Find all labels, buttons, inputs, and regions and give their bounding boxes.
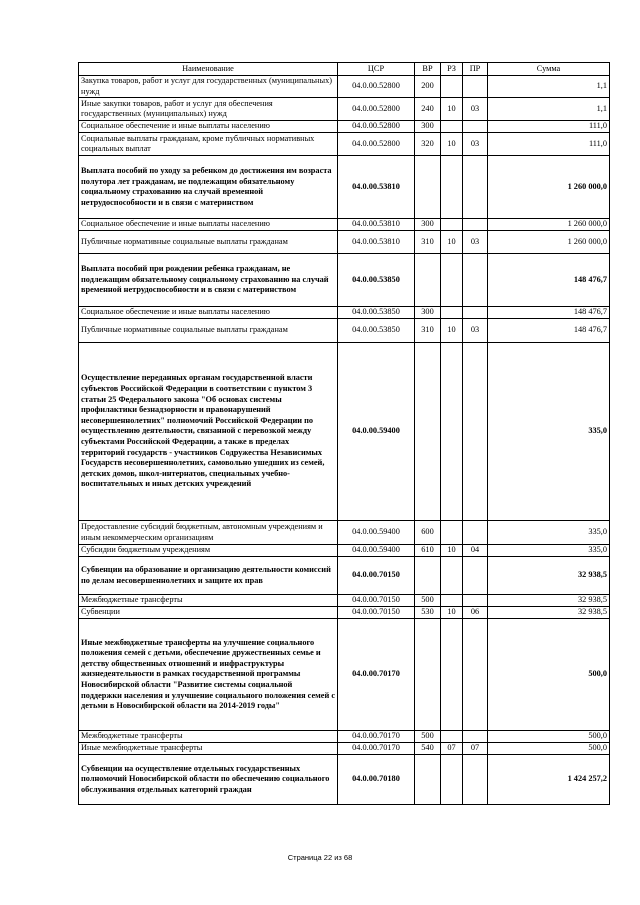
row-csr: 04.0.00.70150	[338, 607, 415, 619]
row-rz	[441, 156, 463, 219]
row-vr: 610	[415, 545, 441, 557]
row-vr: 600	[415, 521, 441, 545]
row-vr: 530	[415, 607, 441, 619]
row-csr: 04.0.00.52800	[338, 121, 415, 133]
row-sum: 148 476,7	[488, 307, 610, 319]
header-vr: ВР	[415, 63, 441, 76]
row-name: Социальное обеспечение и иные выплаты населению	[79, 121, 338, 133]
budget-table	[78, 62, 610, 805]
row-name: Выплата пособий при рождении ребенка гражданам, не подлежащим обязательному социальному страхованию на случай временной нетрудоспособности и в связи с материнством	[79, 254, 338, 307]
table-row	[79, 619, 610, 731]
row-pr	[463, 254, 488, 307]
table-row	[79, 521, 610, 545]
row-name: Выплата пособий по уходу за ребенком до достижения им возраста полутора лет гражданам, не подлежащим обязательному социальному страхованию на случай временной нетрудоспособности и в связи с материнством	[79, 156, 338, 219]
row-name: Межбюджетные трансферты	[79, 595, 338, 607]
row-pr: 03	[463, 98, 488, 121]
row-name: Предоставление субсидий бюджетным, автономным учреждениям и иным некоммерческим организациям	[79, 521, 338, 545]
table-row	[79, 231, 610, 254]
row-csr: 04.0.00.53850	[338, 307, 415, 319]
table-row	[79, 156, 610, 219]
row-rz	[441, 619, 463, 731]
row-name: Социальные выплаты гражданам, кроме публичных нормативных социальных выплат	[79, 133, 338, 156]
row-csr: 04.0.00.53850	[338, 254, 415, 307]
row-vr: 500	[415, 731, 441, 743]
row-pr	[463, 619, 488, 731]
row-name: Социальное обеспечение и иные выплаты населению	[79, 219, 338, 231]
row-sum: 1 260 000,0	[488, 231, 610, 254]
table-row	[79, 545, 610, 557]
row-name: Осуществление переданных органам государственной власти субъектов Российской Федерации в соответствии с пунктом 3 статьи 25 Федерального закона "Об основах системы профилактики безнадзорности и правонарушений несовершеннолетних" полномочий Российской Федерации по осуществлению деятельности, связанной с перевозкой между субъектами Российской Федерации, а также в пределах территорий государств - участников Содружества Независимых Государств несовершеннолетних, самовольно ушедших из семей, детских домов, школ-интернатов, специальных учебно-воспитательных и иных детских учреждений	[79, 343, 338, 521]
row-pr: 04	[463, 545, 488, 557]
row-csr: 04.0.00.52800	[338, 98, 415, 121]
header-csr: ЦСР	[338, 63, 415, 76]
row-csr: 04.0.00.70170	[338, 619, 415, 731]
row-pr: 03	[463, 231, 488, 254]
row-rz	[441, 219, 463, 231]
row-vr: 540	[415, 743, 441, 755]
row-pr: 03	[463, 319, 488, 343]
row-rz: 10	[441, 319, 463, 343]
row-vr	[415, 557, 441, 595]
row-rz: 10	[441, 133, 463, 156]
row-csr: 04.0.00.59400	[338, 521, 415, 545]
table-row	[79, 755, 610, 805]
row-sum: 111,0	[488, 133, 610, 156]
table-row	[79, 595, 610, 607]
row-rz	[441, 595, 463, 607]
page-number: Страница 22 из 68	[287, 853, 353, 862]
row-csr: 04.0.00.70170	[338, 731, 415, 743]
row-csr: 04.0.00.52800	[338, 76, 415, 98]
row-sum: 335,0	[488, 545, 610, 557]
row-pr	[463, 156, 488, 219]
row-name: Субвенции	[79, 607, 338, 619]
row-csr: 04.0.00.70170	[338, 743, 415, 755]
table-row	[79, 743, 610, 755]
row-sum: 500,0	[488, 619, 610, 731]
row-pr	[463, 731, 488, 743]
table-row	[79, 307, 610, 319]
row-rz	[441, 557, 463, 595]
row-pr: 03	[463, 133, 488, 156]
table-row	[79, 731, 610, 743]
row-rz	[441, 254, 463, 307]
row-csr: 04.0.00.70150	[338, 595, 415, 607]
row-name: Публичные нормативные социальные выплаты гражданам	[79, 231, 338, 254]
row-vr	[415, 343, 441, 521]
table-row	[79, 607, 610, 619]
row-sum: 335,0	[488, 521, 610, 545]
row-pr: 07	[463, 743, 488, 755]
row-csr: 04.0.00.53810	[338, 231, 415, 254]
row-sum: 148 476,7	[488, 319, 610, 343]
header-pr: ПР	[463, 63, 488, 76]
row-rz	[441, 731, 463, 743]
row-rz	[441, 121, 463, 133]
row-sum: 1 260 000,0	[488, 219, 610, 231]
row-name: Иные межбюджетные трансферты	[79, 743, 338, 755]
row-pr	[463, 219, 488, 231]
header-name: Наименование	[79, 63, 338, 76]
table-header-row	[79, 63, 610, 76]
row-vr: 500	[415, 595, 441, 607]
row-rz	[441, 76, 463, 98]
row-pr	[463, 595, 488, 607]
row-sum: 1,1	[488, 76, 610, 98]
row-name: Закупка товаров, работ и услуг для государственных (муниципальных) нужд	[79, 76, 338, 98]
row-name: Иные закупки товаров, работ и услуг для обеспечения государственных (муниципальных) нужд	[79, 98, 338, 121]
row-sum: 148 476,7	[488, 254, 610, 307]
row-vr: 300	[415, 219, 441, 231]
row-pr: 06	[463, 607, 488, 619]
table-row	[79, 557, 610, 595]
row-name: Публичные нормативные социальные выплаты гражданам	[79, 319, 338, 343]
row-csr: 04.0.00.53810	[338, 219, 415, 231]
row-rz	[441, 755, 463, 805]
row-csr: 04.0.00.53810	[338, 156, 415, 219]
row-sum: 335,0	[488, 343, 610, 521]
row-rz: 07	[441, 743, 463, 755]
row-rz	[441, 521, 463, 545]
row-rz: 10	[441, 98, 463, 121]
header-sum: Сумма	[488, 63, 610, 76]
row-pr	[463, 343, 488, 521]
header-rz: РЗ	[441, 63, 463, 76]
row-rz: 10	[441, 607, 463, 619]
row-pr	[463, 521, 488, 545]
row-vr: 240	[415, 98, 441, 121]
row-csr: 04.0.00.59400	[338, 343, 415, 521]
row-sum: 111,0	[488, 121, 610, 133]
row-vr: 300	[415, 307, 441, 319]
row-pr	[463, 76, 488, 98]
row-vr	[415, 254, 441, 307]
row-csr: 04.0.00.53850	[338, 319, 415, 343]
table-row	[79, 76, 610, 98]
row-sum: 32 938,5	[488, 607, 610, 619]
table-row	[79, 254, 610, 307]
row-vr: 310	[415, 231, 441, 254]
row-vr: 310	[415, 319, 441, 343]
row-name: Иные межбюджетные трансферты на улучшение социального положения семей с детьми, обеспечение дружественных семье и детству общественных отношений и инфраструктуры жизнедеятельности в рамках государственной программы Новосибирской области "Развитие системы социальной поддержки населения и улучшение социального положения семей с детьми в Новосибирской области на 2014-2019 годы"	[79, 619, 338, 731]
row-sum: 500,0	[488, 743, 610, 755]
row-rz	[441, 307, 463, 319]
row-name: Субвенции на образование и организацию деятельности комиссий по делам несовершеннолетних и защите их прав	[79, 557, 338, 595]
row-csr: 04.0.00.70150	[338, 557, 415, 595]
row-sum: 1 424 257,2	[488, 755, 610, 805]
row-sum: 1,1	[488, 98, 610, 121]
row-pr	[463, 557, 488, 595]
row-name: Субсидии бюджетным учреждениям	[79, 545, 338, 557]
row-name: Межбюджетные трансферты	[79, 731, 338, 743]
row-vr	[415, 156, 441, 219]
row-name: Субвенции на осуществление отдельных государственных полномочий Новосибирской области по обеспечению социального обслуживания отдельных категорий граждан	[79, 755, 338, 805]
row-vr: 300	[415, 121, 441, 133]
row-sum: 500,0	[488, 731, 610, 743]
row-csr: 04.0.00.70180	[338, 755, 415, 805]
row-pr	[463, 121, 488, 133]
table-row	[79, 133, 610, 156]
table-row	[79, 343, 610, 521]
row-sum: 1 260 000,0	[488, 156, 610, 219]
table-row	[79, 319, 610, 343]
row-rz	[441, 343, 463, 521]
table-row	[79, 219, 610, 231]
row-vr	[415, 619, 441, 731]
row-name: Социальное обеспечение и иные выплаты населению	[79, 307, 338, 319]
row-csr: 04.0.00.59400	[338, 545, 415, 557]
table-row	[79, 98, 610, 121]
row-sum: 32 938,5	[488, 557, 610, 595]
row-rz: 10	[441, 545, 463, 557]
table-row	[79, 121, 610, 133]
row-sum: 32 938,5	[488, 595, 610, 607]
row-csr: 04.0.00.52800	[338, 133, 415, 156]
row-vr: 320	[415, 133, 441, 156]
row-vr: 200	[415, 76, 441, 98]
row-pr	[463, 307, 488, 319]
row-pr	[463, 755, 488, 805]
row-rz: 10	[441, 231, 463, 254]
row-vr	[415, 755, 441, 805]
